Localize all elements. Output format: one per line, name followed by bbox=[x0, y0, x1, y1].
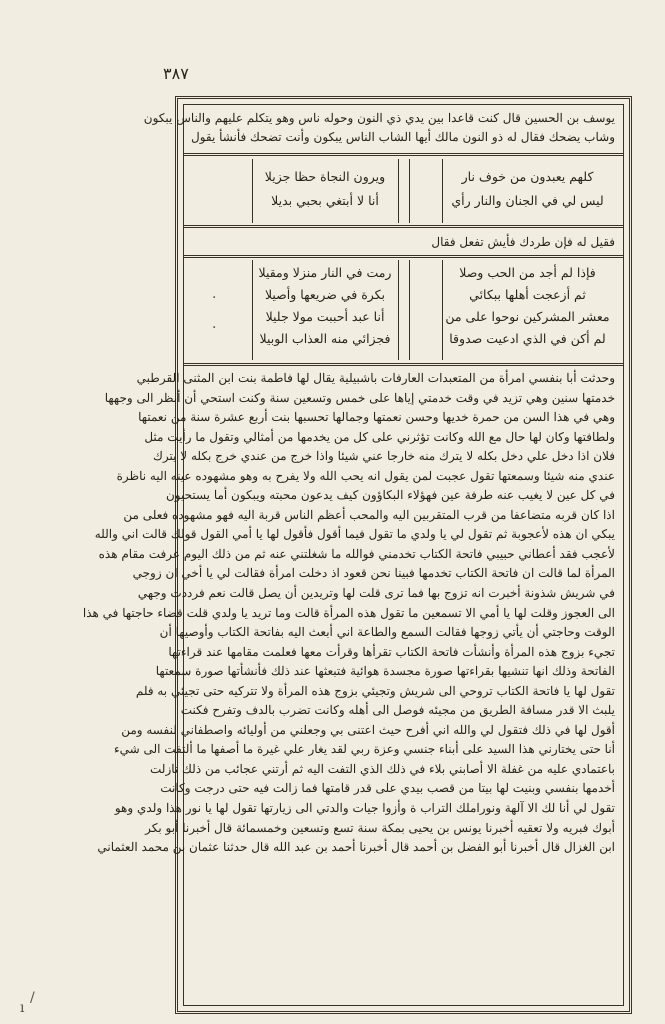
body-line: الى العجوز وقلت لها يا أمي الا تسمعين ما تقول هذه المرأة قالت وما تريد يا ولدي قلت قضاء حاجتها في هذا bbox=[82, 605, 615, 620]
text-frame-inner bbox=[82, 104, 624, 1006]
body-line: يلبث الا قدر مسافة الطريق من مجيئه فوصل الى أهله وكانت تضرب بالدف وتفرح فكنت bbox=[180, 703, 615, 718]
body-line: لأعجب فقد أعطاني حبيبي فاتحة الكتاب تخدمني فوالله ما شغلتني عنه ثم من ذلك اليوم عرفت مقام هذه bbox=[98, 546, 615, 561]
body-line: تجيء بزوج هذه المرأة وأنشأت فاتحة الكتاب تقرأها وقرأت معها فعلمت مقامها عند قراءتها bbox=[168, 644, 615, 659]
text-frame bbox=[82, 96, 632, 1014]
body-line: في شريش شذونة أخبرت انه تزوج بها فما ترى قلت لها وتريدين أن يصل قالت نعم فرددت وجهي bbox=[137, 586, 615, 601]
hemistich: فإذا لم أجد من الحب وصلا bbox=[459, 265, 596, 280]
body-line: المرأة لما قالت ان فاتحة الكتاب تخدمها فبينا نحن قعود اذ دخلت امرأة فقالت لي يا أخي ان زوجي bbox=[132, 566, 615, 581]
margin-mark: · bbox=[212, 290, 217, 306]
body-line: أبوك فبريه ولا تعقيه أخبرنا يونس بن يحيى بمكة سنة تسع وتسعين وخمسمائة قال أخبرنا أبو بكر bbox=[145, 820, 615, 835]
body-line: تقول لي أنا لك الا آلهة ونوراملك التراب ة وأزوا جيات والدتي الى زيارتها تقول لها يا نور هذا ولدي وهو bbox=[114, 801, 615, 816]
intro-line: يوسف بن الحسين قال كنت قاعدا بين يدي ذي النون وحوله ناس وهو يتكلم عليهم والناس يبكون bbox=[143, 111, 615, 125]
intro-paragraph bbox=[143, 109, 623, 147]
margin-mark: ı bbox=[20, 1000, 25, 1016]
verse-column-left bbox=[254, 165, 396, 223]
hemistich: رمت في النار منزلا ومقيلا bbox=[258, 265, 392, 280]
hemistich: أنا عبد أحببت مولا جليلا bbox=[265, 308, 385, 324]
body-line: فلان اذا دخل علي دخل بكله لا يترك منه خارجا عني شيئا واذا خرج من عندي خرج بكله لا يترك bbox=[153, 449, 615, 464]
page-number: ٣٨٧ bbox=[163, 64, 189, 83]
verse-separator bbox=[252, 159, 253, 223]
divider bbox=[184, 153, 623, 156]
body-line: الفاتحة وذلك انها تنشيها بقراءتها صورة مجسدة هوائية فتبعثها عند ذلك فأنشأتها صورة سمعتها bbox=[155, 664, 615, 679]
hemistich: فجزائي منه العذاب الوبيلا bbox=[259, 330, 391, 346]
body-line: خدمتها سنين وهي تزيد في وقت خدمتي إياها على خمس وتسعين سنة وكنت استحي أن أنظر الى وجهها bbox=[104, 390, 615, 405]
body-line: أقول لها في ذلك فتقول لي والله اني أفرح حيث اعتنى بي وجعلني من أوليائه واصطفاني لنفسه ومن bbox=[121, 722, 615, 737]
verse-separator bbox=[442, 260, 443, 360]
body-line: يبكي ان هذه لأعجوبة ثم تقول لي يا ولدي ما تقول فيما أقول فأقول لها يا أمي القول قولك قالت اني والله bbox=[94, 527, 615, 542]
body-paragraph bbox=[82, 369, 623, 858]
hemistich: معشر المشركين نوحوا على من bbox=[445, 308, 610, 324]
verse-column-right bbox=[440, 165, 615, 223]
hemistich: ثم أزعجت أهلها ببكائي bbox=[469, 286, 586, 302]
hemistich: كلهم يعبدون من خوف نار bbox=[461, 169, 594, 184]
verse-separator bbox=[442, 159, 443, 223]
divider bbox=[184, 363, 623, 366]
body-line: وهي في هذا السن من حمرة خديها وحسن نعمتها وجمالها تحسبها بنت أربع عشرة سنة من نعمتها bbox=[138, 410, 615, 425]
body-line: ولطافتها وكان لها حال مع الله وكانت تؤثرني على كل من يخدمها من أمثالي وتقول ما رأيت مثل bbox=[144, 429, 615, 444]
divider bbox=[184, 255, 623, 258]
hemistich: أنا لا أبتغي بحبي بديلا bbox=[271, 192, 379, 208]
body-line: وحدثت أبا بنفسي امرأة من المتعبدات العارفات باشبيلية يقال لها فاطمة بنت ابن المثنى القرطبي bbox=[136, 371, 615, 385]
verse-separator bbox=[252, 260, 253, 360]
mid-paragraph bbox=[184, 233, 623, 252]
verse-column-left bbox=[254, 262, 396, 360]
verses-block-2 bbox=[184, 260, 623, 360]
body-line: تقول لها يا فاتحة الكتاب تروحي الى شريش وتجيئي بزوج هذه المرأة ولا تتركيه حتى تجيئي به فلم bbox=[135, 683, 615, 698]
body-line: عندي منه شيئا وسمعتها تقول عجبت لمن يقول انه يحب الله ولا يفرح به وهو مشهوده عينه اليه ناظرة bbox=[116, 468, 615, 483]
body-line: في كل عين لا يغيب عنه طرفة عين فهؤلاء البكاؤون كيف يدعون محبته ويبكون أما يستحيون bbox=[165, 488, 615, 503]
body-line: اذا كان قربه متضاعفا من قرب المتقربين اليه والمحب أعظم الناس قربة اليه فهو مشهوده فعلى من bbox=[123, 507, 615, 522]
body-line: باعتمادي عليه من غفلة الا أصابني بلاء في ذلك الذي التفت اليه ثم أرتني عجائب من ذلك نازلت bbox=[150, 761, 615, 776]
body-line: ابن الغزال قال أخبرنا أبو الفضل بن أحمد قال أخبرنا أحمد بن عبد الله قال حدثنا عثمان بن محمد العثماني bbox=[97, 840, 615, 855]
body-line: أخدمها بنفسي وبنيت لها بيتا من قصب بيدي على قدر قامتها فما زالت فيه حتى درجت وكانت bbox=[160, 781, 615, 796]
verse-separator bbox=[398, 159, 410, 223]
margin-mark: · bbox=[212, 320, 217, 336]
body-line: الوقت وحاجتي أن يأتي زوجها فقالت السمع والطاعة اني أبعث اليه بفاتحة الكتاب وأوصيها أن bbox=[159, 625, 615, 640]
hemistich: ليس لي في الجنان والنار رأي bbox=[451, 192, 604, 208]
verse-separator bbox=[398, 260, 410, 360]
verse-column-right bbox=[440, 262, 615, 360]
hemistich: لم أكن في الذي ادعيت صدوقا bbox=[449, 330, 606, 346]
hemistich: بكرة في ضريعها وأصيلا bbox=[264, 286, 386, 302]
margin-mark: / bbox=[30, 990, 35, 1006]
divider bbox=[184, 225, 623, 228]
verses-block-1 bbox=[184, 159, 623, 223]
body-line: أنا حتى يختارني هذا السيد على أبناء جنسي وعزة ربي لقد يغار علي غيرة ما أصفها ما ألتفت الى شيء bbox=[113, 742, 615, 757]
hemistich: ويرون النجاة حظا جزيلا bbox=[264, 169, 386, 184]
intro-line: وشاب يضحك فقال له ذو النون مالك أيها الشاب الناس يبكون وأنت تضحك فأنشأ يقول bbox=[190, 129, 615, 144]
mid-line: فقيل له فإن طردك فأيش تفعل فقال bbox=[431, 235, 615, 249]
